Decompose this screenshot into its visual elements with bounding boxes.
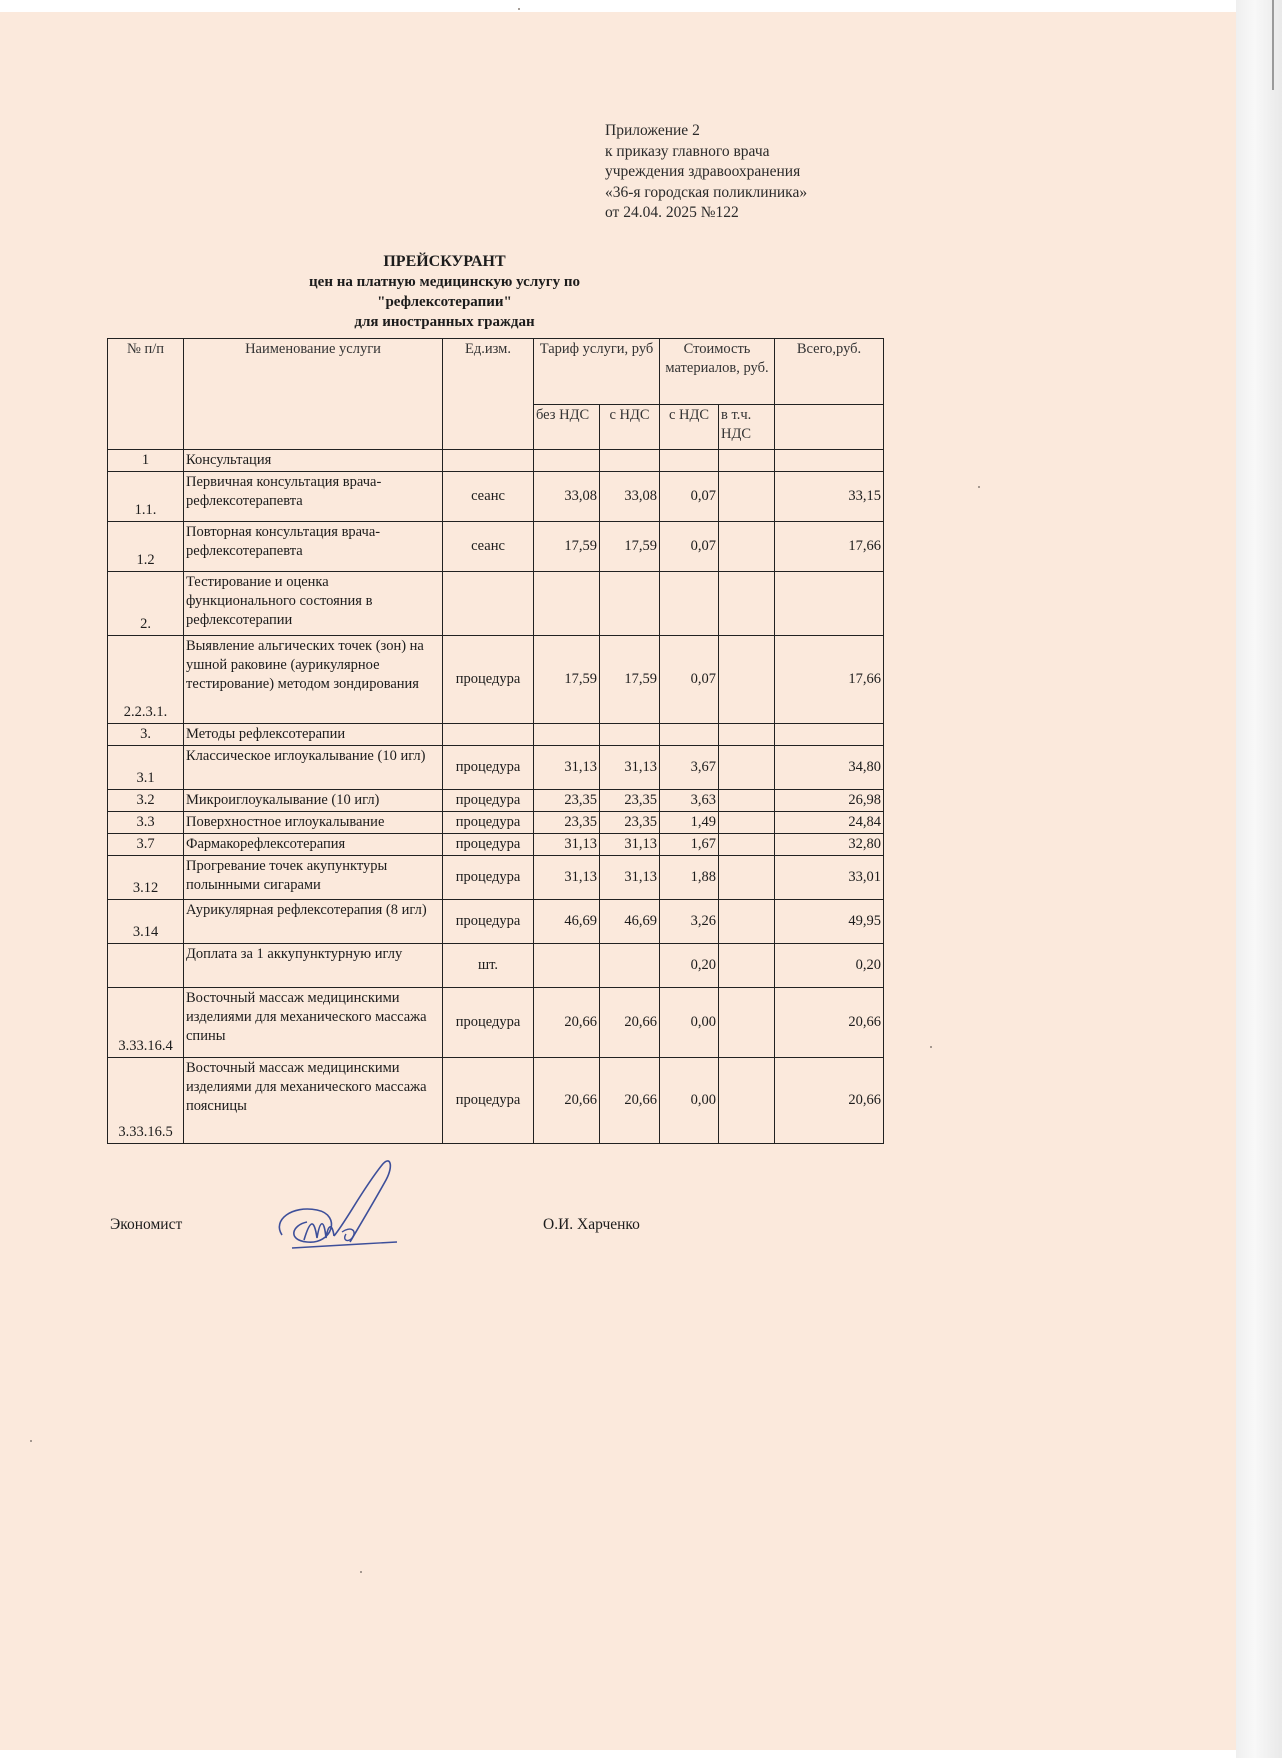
row-tariff-vat: 23,35 [600, 790, 660, 812]
table-row [108, 900, 884, 944]
row-total: 17,66 [775, 636, 884, 724]
row-number: 3.14 [108, 900, 184, 944]
row-number: 3.33.16.4 [108, 988, 184, 1058]
row-total: 26,98 [775, 790, 884, 812]
row-service-name: Восточный массаж медицинскими изделиями для механического массажа спины [184, 988, 443, 1058]
row-total [775, 450, 884, 472]
row-materials-incl-vat [719, 472, 775, 522]
row-materials-vat: 0,20 [660, 944, 719, 988]
row-materials-incl-vat [719, 636, 775, 724]
row-unit: процедура [443, 988, 534, 1058]
row-service-name: Фармакорефлексотерапия [184, 834, 443, 856]
row-tariff-vat: 31,13 [600, 834, 660, 856]
table-row [108, 856, 884, 900]
row-materials-vat [660, 724, 719, 746]
row-total: 34,80 [775, 746, 884, 790]
row-tariff-vat [600, 450, 660, 472]
title-line: цен на платную медицинскую услугу по [309, 274, 580, 290]
row-unit: процедура [443, 812, 534, 834]
row-number: 2.2.3.1. [108, 636, 184, 724]
row-materials-incl-vat [719, 724, 775, 746]
row-materials-vat [660, 572, 719, 636]
appendix-line: к приказу главного врача [605, 142, 770, 160]
row-service-name: Консультация [184, 450, 443, 472]
row-tariff-no-vat [534, 724, 600, 746]
row-tariff-no-vat: 31,13 [534, 746, 600, 790]
row-materials-vat: 3,67 [660, 746, 719, 790]
row-materials-incl-vat [719, 988, 775, 1058]
row-unit: сеанс [443, 522, 534, 572]
header-materials-incl-vat: в т.ч. НДС [719, 405, 775, 450]
row-number: 3.2 [108, 790, 184, 812]
row-total: 24,84 [775, 812, 884, 834]
row-materials-incl-vat [719, 450, 775, 472]
header-tariff-no-vat: без НДС [534, 405, 600, 450]
row-tariff-no-vat: 20,66 [534, 1058, 600, 1144]
row-service-name: Микроиглоукалывание (10 игл) [184, 790, 443, 812]
scan-edge-shadow [1272, 0, 1274, 90]
row-tariff-no-vat: 17,59 [534, 636, 600, 724]
row-number: 1.1. [108, 472, 184, 522]
row-unit [443, 450, 534, 472]
row-number: 3.33.16.5 [108, 1058, 184, 1144]
row-tariff-no-vat: 23,35 [534, 790, 600, 812]
table-row [108, 944, 884, 988]
table-row [108, 636, 884, 724]
document-title [252, 252, 637, 332]
row-service-name: Классическое иглоукалывание (10 игл) [184, 746, 443, 790]
table-row [108, 834, 884, 856]
row-tariff-vat: 17,59 [600, 522, 660, 572]
signature-image [262, 1150, 412, 1260]
row-service-name: Повторная консультация врача-рефлексотерапевта [184, 522, 443, 572]
row-tariff-vat: 20,66 [600, 988, 660, 1058]
table-row [108, 450, 884, 472]
row-materials-vat: 3,63 [660, 790, 719, 812]
row-tariff-vat: 20,66 [600, 1058, 660, 1144]
table-row [108, 572, 884, 636]
table-row [108, 746, 884, 790]
row-tariff-vat: 46,69 [600, 900, 660, 944]
row-unit [443, 724, 534, 746]
row-total: 20,66 [775, 988, 884, 1058]
row-materials-incl-vat [719, 746, 775, 790]
scan-speck [978, 486, 980, 488]
row-tariff-no-vat: 20,66 [534, 988, 600, 1058]
footer-signer: О.И. Харченко [543, 1216, 640, 1233]
row-materials-vat: 0,07 [660, 636, 719, 724]
row-unit: процедура [443, 900, 534, 944]
row-materials-vat: 0,00 [660, 1058, 719, 1144]
row-tariff-no-vat: 33,08 [534, 472, 600, 522]
scan-edge [1236, 0, 1282, 1758]
row-materials-vat: 0,00 [660, 988, 719, 1058]
row-service-name: Тестирование и оценка функционального состояния в рефлексотерапии [184, 572, 443, 636]
row-materials-incl-vat [719, 812, 775, 834]
row-materials-incl-vat [719, 900, 775, 944]
header-total: Всего,руб. [775, 339, 884, 405]
footer-position: Экономист [110, 1216, 183, 1233]
row-materials-vat: 1,49 [660, 812, 719, 834]
row-total: 33,01 [775, 856, 884, 900]
row-total: 0,20 [775, 944, 884, 988]
row-materials-vat: 0,07 [660, 472, 719, 522]
row-total [775, 724, 884, 746]
row-tariff-no-vat [534, 450, 600, 472]
row-unit [443, 572, 534, 636]
row-service-name: Доплата за 1 аккупунктурную иглу [184, 944, 443, 988]
row-tariff-vat: 31,13 [600, 746, 660, 790]
row-tariff-no-vat: 23,35 [534, 812, 600, 834]
row-service-name: Прогревание точек акупунктуры полынными сигарами [184, 856, 443, 900]
scan-speck [30, 1440, 32, 1442]
header-materials-vat: с НДС [660, 405, 719, 450]
row-number: 3.1 [108, 746, 184, 790]
header-total-sub [775, 405, 884, 450]
row-tariff-no-vat: 31,13 [534, 834, 600, 856]
row-unit: процедура [443, 746, 534, 790]
appendix-line: «36-я городская поликлиника» [605, 183, 808, 201]
table-row [108, 988, 884, 1058]
row-tariff-vat: 17,59 [600, 636, 660, 724]
table-row [108, 472, 884, 522]
row-tariff-vat [600, 944, 660, 988]
row-total: 17,66 [775, 522, 884, 572]
header-tariff: Тариф услуги, руб [534, 339, 660, 405]
row-unit: процедура [443, 834, 534, 856]
scan-speck [360, 1571, 362, 1573]
row-materials-incl-vat [719, 572, 775, 636]
row-number: 3.3 [108, 812, 184, 834]
row-materials-incl-vat [719, 790, 775, 812]
row-total [775, 572, 884, 636]
table-row [108, 812, 884, 834]
row-number: 2. [108, 572, 184, 636]
row-number: 1 [108, 450, 184, 472]
table-row [108, 724, 884, 746]
table-header [108, 339, 884, 450]
title-line: для иностранных граждан [354, 314, 535, 330]
row-service-name: Выявление альгических точек (зон) на ушной раковине (аурикулярное тестирование) методом зондирования [184, 636, 443, 724]
row-number: 1.2 [108, 522, 184, 572]
table-body [108, 450, 884, 1144]
row-tariff-vat: 33,08 [600, 472, 660, 522]
row-tariff-no-vat: 31,13 [534, 856, 600, 900]
scan-speck [930, 1046, 932, 1048]
row-service-name: Восточный массаж медицинскими изделиями для механического массажа поясницы [184, 1058, 443, 1144]
header-materials: Стоимость материалов, руб. [660, 339, 775, 405]
row-materials-incl-vat [719, 522, 775, 572]
row-unit: процедура [443, 856, 534, 900]
table-row [108, 1058, 884, 1144]
row-tariff-no-vat: 17,59 [534, 522, 600, 572]
header-unit: Ед.изм. [443, 339, 534, 450]
row-unit: процедура [443, 790, 534, 812]
row-materials-vat: 3,26 [660, 900, 719, 944]
scan-speck [518, 8, 520, 10]
row-materials-incl-vat [719, 1058, 775, 1144]
row-materials-incl-vat [719, 856, 775, 900]
appendix-line: от 24.04. 2025 №122 [605, 204, 739, 221]
row-tariff-vat: 23,35 [600, 812, 660, 834]
row-total: 49,95 [775, 900, 884, 944]
row-tariff-no-vat [534, 572, 600, 636]
row-tariff-no-vat: 46,69 [534, 900, 600, 944]
row-materials-incl-vat [719, 834, 775, 856]
row-number: 3. [108, 724, 184, 746]
table-row [108, 790, 884, 812]
row-number [108, 944, 184, 988]
price-table [107, 338, 884, 1144]
row-materials-vat [660, 450, 719, 472]
header-tariff-vat: с НДС [600, 405, 660, 450]
title-main: ПРЕЙСКУРАНТ [383, 253, 506, 270]
row-tariff-vat [600, 572, 660, 636]
row-service-name: Поверхностное иглоукалывание [184, 812, 443, 834]
row-total: 20,66 [775, 1058, 884, 1144]
row-materials-vat: 1,88 [660, 856, 719, 900]
row-total: 33,15 [775, 472, 884, 522]
row-tariff-no-vat [534, 944, 600, 988]
appendix-header [605, 121, 807, 224]
row-unit: сеанс [443, 472, 534, 522]
row-materials-vat: 1,67 [660, 834, 719, 856]
row-materials-incl-vat [719, 944, 775, 988]
row-materials-vat: 0,07 [660, 522, 719, 572]
row-number: 3.7 [108, 834, 184, 856]
table-row [108, 522, 884, 572]
title-line: "рефлексотерапии" [377, 294, 512, 310]
row-tariff-vat [600, 724, 660, 746]
header-num: № п/п [108, 339, 184, 450]
row-total: 32,80 [775, 834, 884, 856]
appendix-line: учреждения здравоохранения [605, 163, 801, 180]
row-service-name: Первичная консультация врача-рефлексотерапевта [184, 472, 443, 522]
row-tariff-vat: 31,13 [600, 856, 660, 900]
row-service-name: Аурикулярная рефлексотерапия (8 игл) [184, 900, 443, 944]
row-unit: шт. [443, 944, 534, 988]
header-name: Наименование услуги [184, 339, 443, 450]
row-number: 3.12 [108, 856, 184, 900]
row-unit: процедура [443, 636, 534, 724]
row-service-name: Методы рефлексотерапии [184, 724, 443, 746]
appendix-line: Приложение 2 [605, 122, 700, 139]
row-unit: процедура [443, 1058, 534, 1144]
